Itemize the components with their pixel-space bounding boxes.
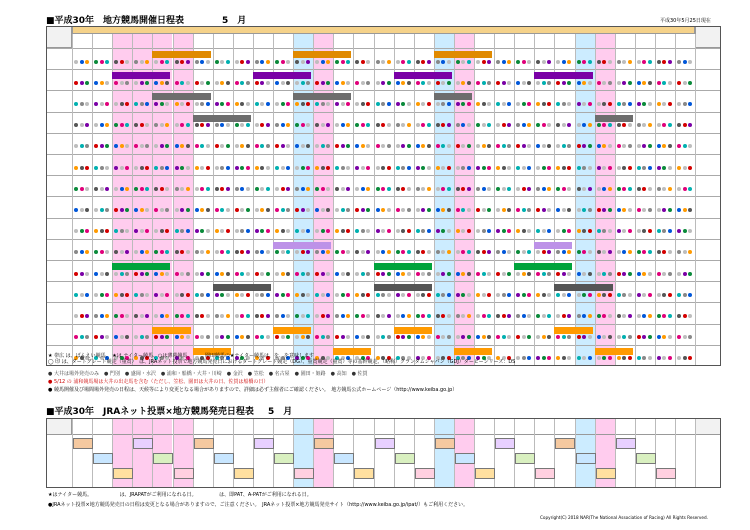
track-bar-obihiro	[434, 51, 492, 58]
track-bar-obihiro	[152, 51, 210, 58]
jra-venue-box	[475, 468, 495, 479]
jra-venue-box	[455, 453, 475, 464]
jra-venue-box	[234, 468, 254, 479]
track-bar-kochi	[554, 327, 592, 334]
jra-venue-box	[515, 453, 535, 464]
jra-venue-box	[73, 438, 93, 449]
jra-venue-box	[535, 468, 555, 479]
track-bar-mizusawa	[193, 115, 251, 122]
track-bar-morioka	[293, 93, 351, 100]
jra-month-label: 5 月	[268, 407, 293, 417]
track-bar-hokkaido	[253, 72, 311, 79]
month-label: 5 月	[222, 16, 247, 26]
legend-note-1: ★ 帯広 は、ばんえい競馬。 ★は ナイター競馬、○は薄暮競馬。 園田競馬の★ナイター競馬は、を、を意味します	[48, 353, 314, 359]
track-bar-saga	[595, 348, 633, 355]
legend-note-4: ● 5/12 の 浦和競馬場は大井の出走馬を含む（ただし、笠松、園田は大井の日、佐賀は船橋の日）	[48, 379, 269, 385]
jra-venue-box	[415, 468, 435, 479]
track-bar-morioka	[434, 93, 472, 100]
track-bar-kochi	[394, 327, 432, 334]
copyright: Copyright(C) 2018 NAR(The National Association of Racing) All Rights Reserved.	[540, 515, 708, 520]
jra-grid-outline	[46, 418, 721, 488]
track-bar-kasamatsu	[273, 242, 331, 249]
jra-venue-box	[93, 453, 113, 464]
as-of-date: 平成30年5月25日現在	[660, 18, 711, 24]
jra-venue-box	[375, 438, 395, 449]
track-bar-hokkaido	[112, 72, 170, 79]
jra-venue-box	[334, 453, 354, 464]
track-bar-obihiro	[293, 51, 351, 58]
jra-title: ■平成30年 JRAネット投票×地方競馬発売日程表	[46, 407, 254, 417]
track-bar-sonoda	[374, 284, 432, 291]
jra-venue-box	[294, 468, 314, 479]
jra-venue-box	[656, 468, 676, 479]
track-bar-kochi	[152, 327, 190, 334]
jra-venue-box	[194, 438, 214, 449]
track-bar-nagoya	[374, 263, 432, 270]
page-title: ■平成30年 地方競馬開催日程表	[46, 16, 185, 26]
track-bar-mizusawa	[595, 115, 633, 122]
legend-note-2: ◯ 印 は、ダートグレード競走（重賞） は、JRAネット投票で地方競馬発売日におけるダートグレード競走（DG）、重賞競走（重賞）等の基幹競走、（略称）グランダムジャパン（GDJ）ダービーシリーズ：DS	[48, 359, 516, 365]
jra-venue-box	[616, 438, 636, 449]
jra-note-2: ●JRAネット投票×地方競馬発売日の日程は変更となる場合がありますので、ご注意ください。 JRAネット投票×地方競馬発売サイト（http://www.keiba.go.jp/ipat/）もご利用ください。	[48, 502, 469, 508]
jra-venue-box	[174, 468, 194, 479]
jra-note-1: ★はナイター競馬。 は、JRAPATがご利用になれる日。 は、即PAT、A-PATがご利用になれる日。	[48, 492, 312, 498]
track-bar-hokkaido	[394, 72, 452, 79]
jra-venue-box	[153, 453, 173, 464]
track-bar-saga	[333, 348, 371, 355]
jra-venue-box	[555, 438, 575, 449]
jra-venue-box	[576, 453, 596, 464]
jra-venue-box	[274, 453, 294, 464]
track-bar-nagoya	[514, 263, 572, 270]
track-bar-saga	[454, 348, 492, 355]
jra-venue-box	[354, 468, 374, 479]
track-bar-nagoya	[112, 263, 170, 270]
jra-venue-box	[636, 453, 656, 464]
jra-venue-box	[435, 438, 455, 449]
jra-venue-box	[596, 468, 616, 479]
jra-venue-box	[133, 438, 153, 449]
track-bar-kasamatsu	[534, 242, 572, 249]
legend-note-5: ● 競馬開催及び場間場外発売の日程は、天候等により変更となる場合がありますので、詳細は必ず主催者にご確認ください。 地方競馬公式ホームページ（http://www.keiba.go.jp）	[48, 387, 458, 393]
jra-venue-box	[214, 453, 234, 464]
track-bar-sonoda	[554, 284, 612, 291]
jra-venue-box	[254, 438, 274, 449]
track-bar-kochi	[273, 327, 311, 334]
jra-venue-box	[314, 438, 334, 449]
track-bar-sonoda	[213, 284, 271, 291]
legend-note-3: ● 大井は場外発売のみ ● 門別 ● 盛岡・水沢 ● 浦和・船橋・大井・川崎 ● 金沢 ● 笠松 ● 名古屋 ● 園田・姫路 ● 高知 ● 佐賀	[48, 371, 368, 377]
jra-venue-box	[113, 468, 133, 479]
track-bar-morioka	[152, 93, 210, 100]
jra-venue-box	[495, 438, 515, 449]
track-bar-hokkaido	[534, 72, 592, 79]
jra-venue-box	[395, 453, 415, 464]
